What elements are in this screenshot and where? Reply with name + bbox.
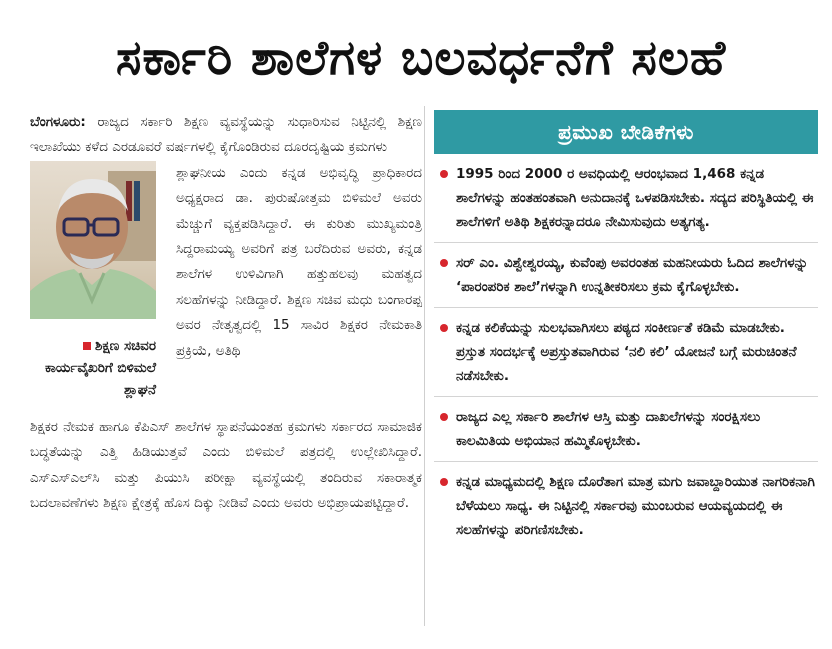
article-body-beside-photo: ಶ್ಲಾಘನೀಯ ಎಂದು ಕನ್ನಡ ಅಭಿವೃದ್ಧಿ ಪ್ರಾಧಿಕಾರದ ಅಧ್ಯಕ್ಷರಾದ ಡಾ. ಪುರುಷೋತ್ತಮ ಬಿಳಿಮಲೆ ಅವರು ಮೆಚ್ಚುಗೆ ವ್ಯಕ್ತಪಡಿಸಿದ್ದಾರೆ. ಈ ಕುರಿತು ಮುಖ್ಯಮಂತ್ರಿ ಸಿದ್ದರಾಮಯ್ಯ ಅವರಿಗೆ ಪತ್ರ ಬರೆದಿರುವ ಅವರು, ಕನ್ನಡ ಶಾಲೆಗಳ ಉಳಿವಿಗಾಗಿ ಹತ್ತುಹಲವು ಮಹತ್ವದ ಸಲಹೆಗಳನ್ನು ನೀಡಿದ್ದಾರೆ. ಶಿಕ್ಷಣ ಸಚಿವ ಮಧು ಬಂಗಾರಪ್ಪ ಅವರ ನೇತೃತ್ವದಲ್ಲಿ 15 ಸಾವಿರ ಶಿಕ್ಷಕರ ನೇಮಕಾತಿ ಪ್ರಕ್ರಿಯೆ, ಅತಿಥಿ: [176, 164, 422, 359]
list-item: [434, 243, 818, 308]
newspaper-clipping: [8, 6, 824, 643]
list-item-text: ಕನ್ನಡ ಮಾಧ್ಯಮದಲ್ಲಿ ಶಿಕ್ಷಣ ದೊರೆತಾಗ ಮಾತ್ರ ಮಗು ಜವಾಬ್ದಾರಿಯುತ ನಾಗರಿಕನಾಗಿ ಬೆಳೆಯಲು ಸಾಧ್ಯ. ಈ ನಿಟ್ಟಿನಲ್ಲಿ ಸರ್ಕಾರವು ಮುಂಬರುವ ಆಯವ್ಯಯದಲ್ಲಿ ಈ ಸಲಹೆಗಳನ್ನು ಪರಿಗಣಿಸಬೇಕು.: [456, 474, 815, 538]
photo-caption-text: ಶಿಕ್ಷಣ ಸಚಿವರ ಕಾರ್ಯವೈಖರಿಗೆ ಬಿಳಿಮಲೆ ಶ್ಲಾಘನೆ: [45, 337, 156, 398]
photo-row: [30, 161, 422, 415]
list-item: [434, 397, 818, 462]
demands-box-title: ಪ್ರಮುಖ ಬೇಡಿಕೆಗಳು: [434, 110, 818, 154]
author-photo: [30, 161, 156, 319]
article-body-tail: ಶಿಕ್ಷಕರ ನೇಮಕ ಹಾಗೂ ಕೆಪಿಎಸ್ ಶಾಲೆಗಳ ಸ್ಥಾಪನೆಯಂತಹ ಕ್ರಮಗಳು ಸರ್ಕಾರದ ಸಾಮಾಜಿಕ ಬದ್ಧತೆಯನ್ನು ಎತ್ತಿ ಹಿಡಿಯುತ್ತವೆ ಎಂದು ಬಿಳಿಮಲೆ ಪತ್ರದಲ್ಲಿ ಉಲ್ಲೇಖಿಸಿದ್ದಾರೆ. ಎಸ್‌ಎಸ್‌ಎಲ್‌ಸಿ ಮತ್ತು ಪಿಯುಸಿ ಪರೀಕ್ಷಾ ವ್ಯವಸ್ಥೆಯಲ್ಲಿ ತಂದಿರುವ ಸಕಾರಾತ್ಮಕ ಬದಲಾವಣೆಗಳು ಶಿಕ್ಷಣ ಕ್ಷೇತ್ರಕ್ಕೆ ಹೊಸ ದಿಕ್ಕು ನೀಡಿವೆ ಎಂದು ಅವರು ಅಭಿಪ್ರಾಯಪಟ್ಟಿದ್ದಾರೆ.: [30, 418, 422, 512]
article-column: [30, 110, 422, 630]
bullet-icon: [440, 413, 448, 421]
lead-text: ರಾಜ್ಯದ ಸರ್ಕಾರಿ ಶಿಕ್ಷಣ ವ್ಯವಸ್ಥೆಯನ್ನು ಸುಧಾರಿಸುವ ನಿಟ್ಟಿನಲ್ಲಿ ಶಿಕ್ಷಣ ಇಲಾಖೆಯು ಕಳೆದ ಎರಡೂವರೆ ವರ್ಷಗಳಲ್ಲಿ ಕೈಗೊಂಡಿರುವ ದೂರದೃಷ್ಟಿಯ ಕ್ರಮಗಳು: [30, 114, 422, 156]
list-item-text: 1995 ರಿಂದ 2000 ರ ಅವಧಿಯಲ್ಲಿ ಆರಂಭವಾದ 1,468 ಕನ್ನಡ ಶಾಲೆಗಳನ್ನು ಹಂತಹಂತವಾಗಿ ಅನುದಾನಕ್ಕೆ ಒಳಪಡಿಸಬೇಕು. ಸದ್ಯದ ಪರಿಸ್ಥಿತಿಯಲ್ಲಿ ಈ ಶಾಲೆಗಳಿಗೆ ಅತಿಥಿ ಶಿಕ್ಷಕರನ್ನಾದರೂ ನೇಮಿಸುವುದು ಅತ್ಯಗತ್ಯ.: [456, 166, 814, 230]
bullet-icon: [440, 259, 448, 267]
headline: ಸರ್ಕಾರಿ ಶಾಲೆಗಳ ಬಲವರ್ಧನೆಗೆ ಸಲಹೆ: [115, 30, 727, 86]
bullet-icon: [440, 324, 448, 332]
bullet-icon: [440, 478, 448, 486]
list-item: [434, 462, 818, 550]
demands-box: [434, 110, 818, 630]
list-item-text: ಕನ್ನಡ ಕಲಿಕೆಯನ್ನು ಸುಲಭವಾಗಿಸಲು ಪಠ್ಯದ ಸಂಕೀರ್ಣತೆ ಕಡಿಮೆ ಮಾಡಬೇಕು. ಪ್ರಸ್ತುತ ಸಂದರ್ಭಕ್ಕೆ ಅಪ್ರಸ್ತುತವಾಗಿರುವ ‘ನಲಿ ಕಲಿ’ ಯೋಜನೆ ಬಗ್ಗೆ ಮರುಚಿಂತನೆ ನಡೆಸಬೇಕು.: [456, 320, 797, 384]
bullet-icon: [440, 170, 448, 178]
column-divider: [424, 106, 425, 626]
list-item: [434, 308, 818, 397]
photo-caption: [30, 335, 156, 401]
portrait-illustration: [30, 161, 156, 319]
photo-block: [30, 161, 156, 401]
list-item-text: ಸರ್ ಎಂ. ವಿಶ್ವೇಶ್ವರಯ್ಯ, ಕುವೆಂಪು ಅವರಂತಹ ಮಹನೀಯರು ಓದಿದ ಶಾಲೆಗಳನ್ನು ‘ಪಾರಂಪರಿಕ ಶಾಲೆ’ಗಳನ್ನಾಗಿ ಉನ್ನತೀಕರಿಸಲು ಕ್ರಮ ಕೈಗೊಳ್ಳಬೇಕು.: [456, 255, 809, 295]
list-item: [434, 154, 818, 243]
article-lead: [30, 110, 422, 161]
dateline: ಬೆಂಗಳೂರು:: [30, 114, 86, 130]
list-item-text: ರಾಜ್ಯದ ಎಲ್ಲ ಸರ್ಕಾರಿ ಶಾಲೆಗಳ ಆಸ್ತಿ ಮತ್ತು ದಾಖಲೆಗಳನ್ನು ಸಂರಕ್ಷಿಸಲು ಕಾಲಮಿತಿಯ ಅಭಿಯಾನ ಹಮ್ಮಿಕೊಳ್ಳಬೇಕು.: [456, 409, 761, 449]
caption-bullet-icon: [83, 342, 91, 350]
demands-list: [434, 154, 818, 550]
